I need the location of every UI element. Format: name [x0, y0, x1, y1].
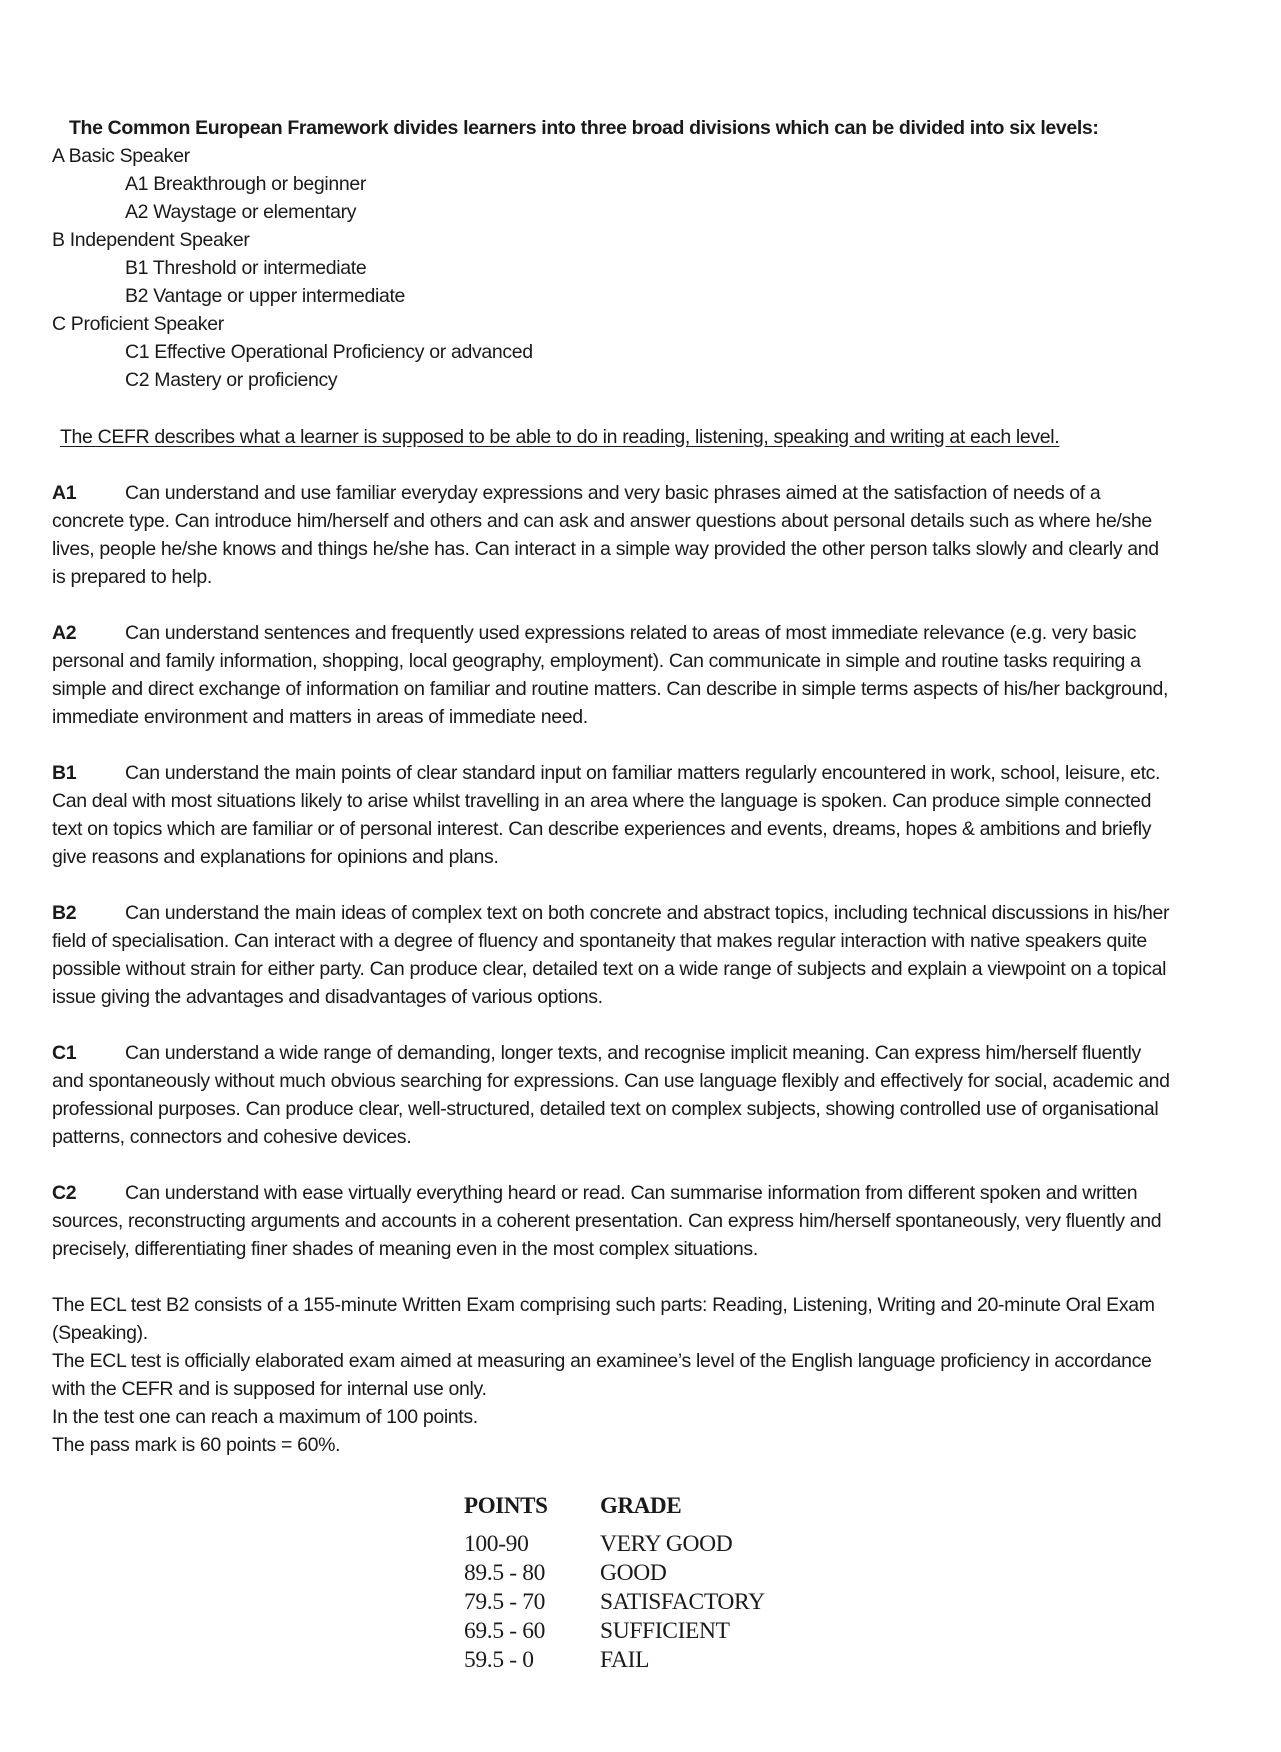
division-c-label: C Proficient Speaker [52, 313, 224, 335]
level-text: Can understand sentences and frequently used expressions related to areas of most immediate relevance (e.g. very basic personal and family information, shopping, local geography, employment). Can communicate in simple and routine tasks requiring a simple and direct exchange of information on familiar and routine matters. Can describe in simple terms aspects of his/her background, immediate environment and matters in areas of immediate need. [52, 622, 1169, 728]
level-text: Can understand with ease virtually everything heard or read. Can summarise information from different spoken and written sources, reconstructing arguments and accounts in a coherent presentation. Can express him/herself spontaneously, very fluently and precisely, differentiating finer shades of meaning even in the most complex situations. [52, 1182, 1162, 1260]
level-code: B2 [52, 902, 77, 924]
points-column-header: POINTS [464, 1493, 548, 1518]
table-row [464, 1530, 765, 1559]
grade-column-header: GRADE [600, 1493, 682, 1518]
level-code: A1 [52, 482, 77, 504]
points-cell: 59.5 - 0 [464, 1647, 534, 1673]
level-text: Can understand the main ideas of complex text on both concrete and abstract topics, including technical discussions in his/her field of specialisation. Can interact with a degree of fluency and spontaneity that makes regular interaction with native speakers quite possible without strain for either party. Can produce clear, detailed text on a wide range of subjects and explain a viewpoint on a topical issue giving the advantages and disadvantages of various options. [52, 902, 1170, 1008]
ecl-info [52, 1291, 1177, 1459]
ecl-info-maximum: In the test one can reach a maximum of 100 points. [52, 1406, 478, 1428]
level-text: Can understand and use familiar everyday expressions and very basic phrases aimed at the satisfaction of needs of a concrete type. Can introduce him/herself and others and can ask and answer questions about personal details such as where he/she lives, people he/she knows and things he/she has. Can interact in a simple way provided the other person talks slowly and clearly and is prepared to help. [52, 482, 1159, 588]
grade-cell: SATISFACTORY [600, 1589, 765, 1615]
grade-cell: GOOD [600, 1560, 667, 1586]
level-b2-label: B2 Vantage or upper intermediate [125, 285, 406, 307]
grade-table-header [464, 1488, 765, 1524]
points-cell: 100-90 [464, 1531, 529, 1557]
points-cell: 79.5 - 70 [464, 1589, 546, 1615]
ecl-info-structure: The ECL test B2 consists of a 155-minute Written Exam comprising such parts: Reading, Listening, Writing and 20-minute Oral Exam (Speaking). [52, 1294, 1155, 1344]
ecl-info-pass-mark: The pass mark is 60 points = 60%. [52, 1434, 341, 1456]
grade-cell: FAIL [600, 1647, 650, 1673]
points-cell: 69.5 - 60 [464, 1618, 546, 1644]
level-b1-label: B1 Threshold or intermediate [125, 257, 367, 279]
grade-cell: VERY GOOD [600, 1531, 733, 1557]
division-b-label: B Independent Speaker [52, 229, 250, 251]
level-c1-label: C1 Effective Operational Proficiency or advanced [125, 341, 533, 363]
grade-table [464, 1488, 765, 1675]
table-row [464, 1588, 765, 1617]
level-description-b1 [52, 759, 1177, 871]
level-text: Can understand the main points of clear standard input on familiar matters regularly encountered in work, school, leisure, etc. Can deal with most situations likely to arise whilst travelling in an area where the language is spoken. Can produce simple connected text on topics which are familiar or of personal interest. Can describe experiences and events, dreams, hopes & ambitions and briefly give reasons and explanations for opinions and plans. [52, 762, 1161, 868]
intro-heading: The Common European Framework divides learners into three broad divisions which can be divided into six levels: [69, 117, 1099, 139]
level-code: A2 [52, 622, 77, 644]
grade-cell: SUFFICIENT [600, 1618, 730, 1644]
level-a2-label: A2 Waystage or elementary [125, 201, 357, 223]
level-code: C2 [52, 1182, 77, 1204]
level-code: C1 [52, 1042, 77, 1064]
division-a-label: A Basic Speaker [52, 145, 190, 167]
points-cell: 89.5 - 80 [464, 1560, 546, 1586]
level-description-b2 [52, 899, 1177, 1011]
level-description-a2 [52, 619, 1177, 731]
table-row [464, 1617, 765, 1646]
level-description-c2 [52, 1179, 1177, 1263]
level-description-a1 [52, 479, 1177, 591]
ecl-info-purpose: The ECL test is officially elaborated exam aimed at measuring an examinee’s level of the English language proficiency in accordance with the CEFR and is supposed for internal use only. [52, 1350, 1152, 1400]
level-code: B1 [52, 762, 77, 784]
table-row [464, 1559, 765, 1588]
level-a1-label: A1 Breakthrough or beginner [125, 173, 366, 195]
table-row [464, 1646, 765, 1675]
level-description-c1 [52, 1039, 1177, 1151]
cefr-statement: The CEFR describes what a learner is supposed to be able to do in reading, listening, speaking and writing at each level. [60, 426, 1060, 448]
level-text: Can understand a wide range of demanding, longer texts, and recognise implicit meaning. Can express him/herself fluently and spontaneously without much obvious searching for expressions. Can use language flexibly and effectively for social, academic and professional purposes. Can produce clear, well-structured, detailed text on complex subjects, showing controlled use of organisational patterns, connectors and cohesive devices. [52, 1042, 1170, 1148]
level-c2-label: C2 Mastery or proficiency [125, 369, 338, 391]
